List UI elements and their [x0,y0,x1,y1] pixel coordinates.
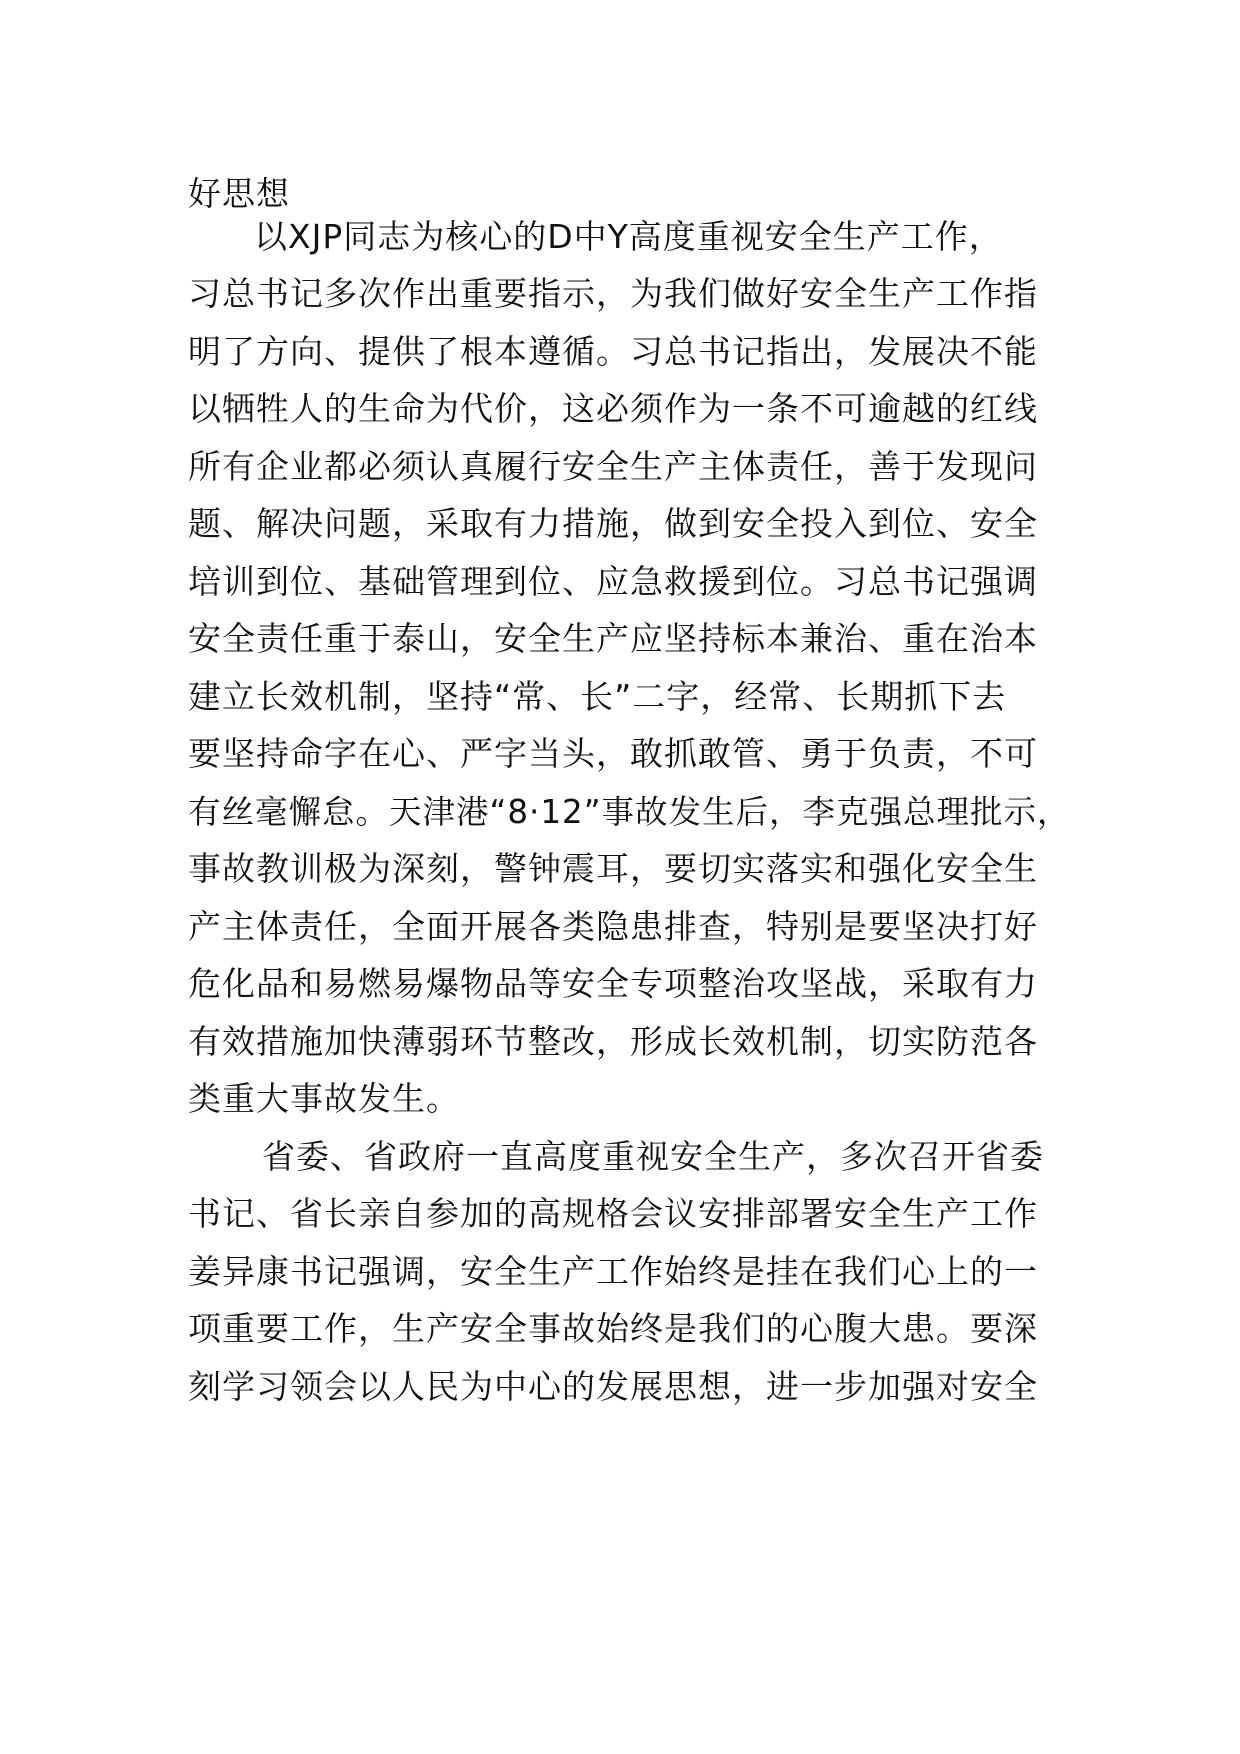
text-line: 危化品和易燃易爆物品等安全专项整治攻坚战，采取有力 [188,964,1038,1003]
text-line: 书记、省长亲自参加的高规格会议安排部署安全生产工作 [188,1194,1038,1233]
text-line: 明了方向、提供了根本遵循。习总书记指出，发展决不能 [188,332,1038,371]
text-line: 所有企业都必须认真履行安全生产主体责任，善于发现问 [188,447,1038,486]
text-line: 以XJP同志为核心的D中Y高度重视安全生产工作， [254,217,1003,256]
text-line: 有丝毫懈怠。天津港“8·12”事故发生后，李克强总理批示， [188,793,1071,831]
text-line: 安全责任重于泰山，安全生产应坚持标本兼治、重在治本 [188,619,1038,658]
text-line: 习总书记多次作出重要指示，为我们做好安全生产工作指 [188,274,1038,313]
text-line: 要坚持命字在心、严字当头，敢抓敢管、勇于负责，不可 [188,734,1038,773]
text-line: 省委、省政府一直高度重视安全生产，多次召开省委 [262,1137,1044,1176]
text-line: 建立长效机制，坚持“常、长”二字，经常、长期抓下去 [188,677,1007,716]
text-line: 产主体责任，全面开展各类隐患排查，特别是要坚决打好 [188,907,1038,946]
text-line: 好思想 [188,174,290,213]
text-line: 刻学习领会以人民为中心的发展思想，进一步加强对安全 [188,1367,1038,1406]
text-line: 类重大事故发生。 [188,1079,460,1118]
text-line: 题、解决问题，采取有力措施，做到安全投入到位、安全 [188,504,1038,543]
text-line: 姜异康书记强调，安全生产工作始终是挂在我们心上的一 [188,1252,1038,1291]
text-line: 有效措施加快薄弱环节整改，形成长效机制，切实防范各 [188,1022,1038,1061]
text-line: 事故教训极为深刻，警钟震耳，要切实落实和强化安全生 [188,849,1038,888]
text-line: 培训到位、基础管理到位、应急救援到位。习总书记强调 [188,562,1038,601]
text-line: 项重要工作，生产安全事故始终是我们的心腹大患。要深 [188,1309,1038,1348]
text-line: 以牺牲人的生命为代价，这必须作为一条不可逾越的红线 [188,389,1038,428]
